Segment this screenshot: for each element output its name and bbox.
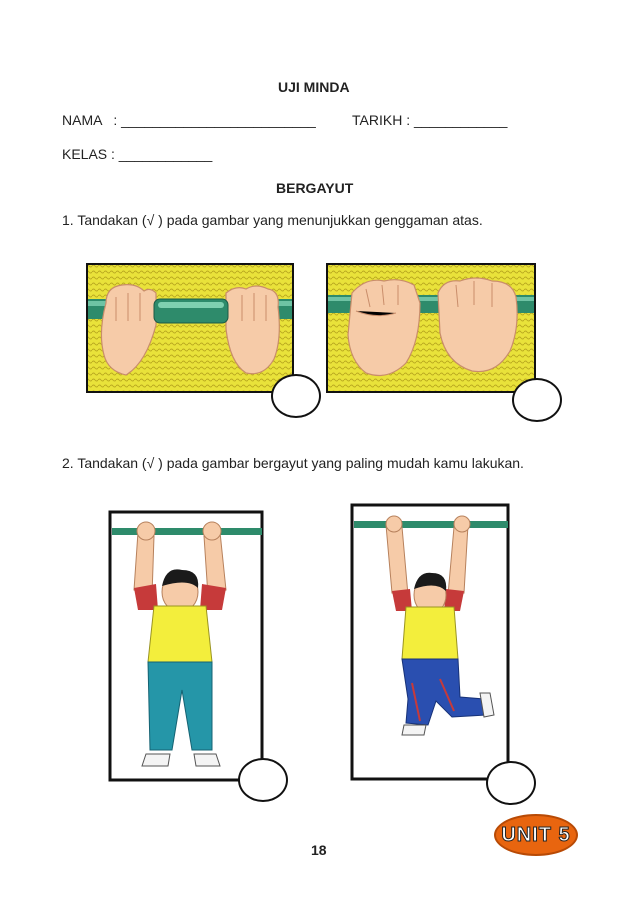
kelas-field[interactable]: KELAS : ____________ — [62, 146, 213, 162]
answer-circle-2a[interactable] — [238, 758, 288, 802]
mixed-grip-picture — [326, 263, 536, 393]
page-number: 18 — [311, 842, 327, 858]
tarikh-field[interactable]: TARIKH : ____________ — [352, 112, 508, 128]
answer-circle-1b[interactable] — [512, 378, 562, 422]
question-2: 2. Tandakan (√ ) pada gambar bergayut yang paling mudah kamu lakukan. — [62, 455, 524, 471]
unit-badge — [494, 814, 578, 856]
answer-circle-2b[interactable] — [486, 761, 536, 805]
unit-badge-label: UNIT 5 — [501, 823, 571, 846]
bent-knee-hang-picture — [350, 503, 510, 781]
nama-field[interactable]: NAMA : _________________________ — [62, 112, 316, 128]
section-title: BERGAYUT — [276, 180, 354, 196]
worksheet-title: UJI MINDA — [278, 79, 350, 95]
answer-circle-1a[interactable] — [271, 374, 321, 418]
straight-hang-picture — [108, 510, 264, 782]
overhand-grip-picture — [86, 263, 294, 393]
question-1: 1. Tandakan (√ ) pada gambar yang menunjukkan genggaman atas. — [62, 212, 483, 228]
